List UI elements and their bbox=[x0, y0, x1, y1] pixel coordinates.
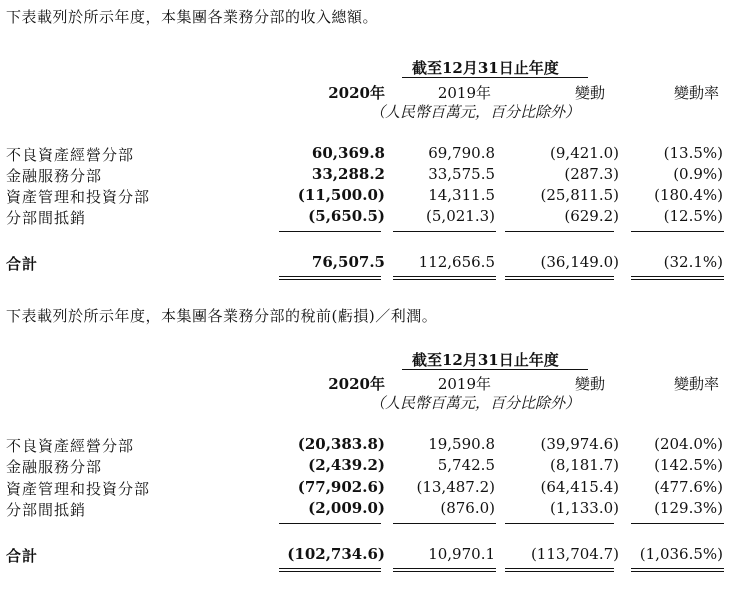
value-rate: (477.6%) bbox=[654, 478, 723, 496]
section2-row bbox=[0, 478, 751, 500]
value-change: (39,974.6) bbox=[540, 435, 619, 453]
section2-total-row bbox=[0, 545, 751, 567]
total-2019: 10,970.1 bbox=[428, 545, 495, 563]
value-rate: (204.0%) bbox=[654, 435, 723, 453]
subtotal-rule bbox=[505, 523, 614, 524]
section2-period-rule bbox=[402, 369, 588, 370]
value-2019: 69,790.8 bbox=[428, 144, 495, 162]
row-label: 不良資產經營分部 bbox=[6, 437, 135, 455]
section2-intro: 下表載列於所示年度，本集團各業務分部的稅前(虧損)／利潤。 bbox=[6, 307, 438, 325]
row-label: 金融服務分部 bbox=[6, 167, 103, 185]
subtotal-rule bbox=[631, 523, 724, 524]
section2-col-rate: 變動率 bbox=[673, 375, 719, 393]
value-change: (629.2) bbox=[564, 207, 619, 225]
total-double-rule bbox=[505, 279, 614, 280]
value-2019: (13,487.2) bbox=[416, 478, 495, 496]
section1-unit-note: （人民幣百萬元，百分比除外） bbox=[370, 103, 581, 121]
value-2019: 19,590.8 bbox=[428, 435, 495, 453]
section2-row bbox=[0, 499, 751, 521]
section1-col-change: 變動 bbox=[574, 84, 605, 102]
value-change: (287.3) bbox=[564, 165, 619, 183]
total-double-rule bbox=[631, 276, 724, 277]
total-label: 合計 bbox=[6, 547, 39, 565]
section1-row bbox=[0, 144, 751, 166]
section1-row bbox=[0, 186, 751, 208]
row-label: 分部間抵銷 bbox=[6, 209, 87, 227]
total-double-rule bbox=[279, 571, 381, 572]
total-rate: (32.1%) bbox=[663, 253, 723, 271]
value-2019: (876.0) bbox=[440, 499, 495, 517]
total-double-rule bbox=[279, 276, 381, 277]
section1-col-rate: 變動率 bbox=[673, 84, 719, 102]
total-double-rule bbox=[279, 279, 381, 280]
row-label: 不良資產經營分部 bbox=[6, 146, 135, 164]
section1-period-rule bbox=[402, 77, 588, 78]
value-rate: (0.9%) bbox=[673, 165, 723, 183]
subtotal-rule bbox=[393, 523, 496, 524]
total-double-rule bbox=[279, 568, 381, 569]
value-rate: (129.3%) bbox=[654, 499, 723, 517]
subtotal-rule bbox=[505, 231, 614, 232]
value-rate: (142.5%) bbox=[654, 456, 723, 474]
section2-col-2020: 2020年 bbox=[328, 375, 385, 393]
section1-intro: 下表載列於所示年度，本集團各業務分部的收入總額。 bbox=[6, 8, 379, 26]
total-label: 合計 bbox=[6, 255, 39, 273]
row-label: 資產管理和投資分部 bbox=[6, 188, 151, 206]
value-2020: (2,009.0) bbox=[308, 499, 385, 517]
value-2019: 5,742.5 bbox=[437, 456, 495, 474]
total-2019: 112,656.5 bbox=[418, 253, 495, 271]
total-double-rule bbox=[631, 571, 724, 572]
section2-col-2019: 2019年 bbox=[437, 375, 491, 393]
total-double-rule bbox=[631, 568, 724, 569]
total-double-rule bbox=[393, 276, 496, 277]
value-change: (1,133.0) bbox=[550, 499, 619, 517]
section1-col-2019: 2019年 bbox=[437, 84, 491, 102]
row-label: 金融服務分部 bbox=[6, 458, 103, 476]
section2-col-change: 變動 bbox=[574, 375, 605, 393]
value-2019: 14,311.5 bbox=[428, 186, 495, 204]
total-double-rule bbox=[393, 279, 496, 280]
value-rate: (12.5%) bbox=[663, 207, 723, 225]
subtotal-rule bbox=[631, 231, 724, 232]
total-2020: (102,734.6) bbox=[287, 545, 385, 563]
value-2020: (2,439.2) bbox=[308, 456, 385, 474]
subtotal-rule bbox=[393, 231, 496, 232]
value-2019: (5,021.3) bbox=[426, 207, 495, 225]
row-label: 資產管理和投資分部 bbox=[6, 480, 151, 498]
value-rate: (13.5%) bbox=[663, 144, 723, 162]
value-2019: 33,575.5 bbox=[428, 165, 495, 183]
section1-row bbox=[0, 207, 751, 229]
total-2020: 76,507.5 bbox=[311, 253, 385, 271]
section2-row bbox=[0, 435, 751, 457]
value-change: (64,415.4) bbox=[540, 478, 619, 496]
value-change: (9,421.0) bbox=[550, 144, 619, 162]
section2-period-header: 截至12月31日止年度 bbox=[412, 351, 559, 369]
total-double-rule bbox=[393, 568, 496, 569]
total-double-rule bbox=[393, 571, 496, 572]
total-double-rule bbox=[631, 279, 724, 280]
value-rate: (180.4%) bbox=[654, 186, 723, 204]
section1-row bbox=[0, 165, 751, 187]
value-2020: 33,288.2 bbox=[311, 165, 385, 183]
section2-row bbox=[0, 456, 751, 478]
total-rate: (1,036.5%) bbox=[639, 545, 723, 563]
row-label: 分部間抵銷 bbox=[6, 501, 87, 519]
total-double-rule bbox=[505, 571, 614, 572]
subtotal-rule bbox=[279, 523, 381, 524]
value-2020: 60,369.8 bbox=[311, 144, 385, 162]
subtotal-rule bbox=[279, 231, 381, 232]
value-2020: (11,500.0) bbox=[297, 186, 385, 204]
section1-total-row bbox=[0, 253, 751, 275]
section2-unit-note: （人民幣百萬元，百分比除外） bbox=[370, 394, 581, 412]
value-2020: (5,650.5) bbox=[308, 207, 385, 225]
value-change: (25,811.5) bbox=[540, 186, 619, 204]
total-change: (113,704.7) bbox=[530, 545, 619, 563]
total-double-rule bbox=[505, 568, 614, 569]
value-change: (8,181.7) bbox=[550, 456, 619, 474]
total-double-rule bbox=[505, 276, 614, 277]
section1-period-header: 截至12月31日止年度 bbox=[412, 59, 559, 77]
total-change: (36,149.0) bbox=[540, 253, 619, 271]
section1-col-2020: 2020年 bbox=[328, 84, 385, 102]
value-2020: (77,902.6) bbox=[297, 478, 385, 496]
value-2020: (20,383.8) bbox=[297, 435, 385, 453]
